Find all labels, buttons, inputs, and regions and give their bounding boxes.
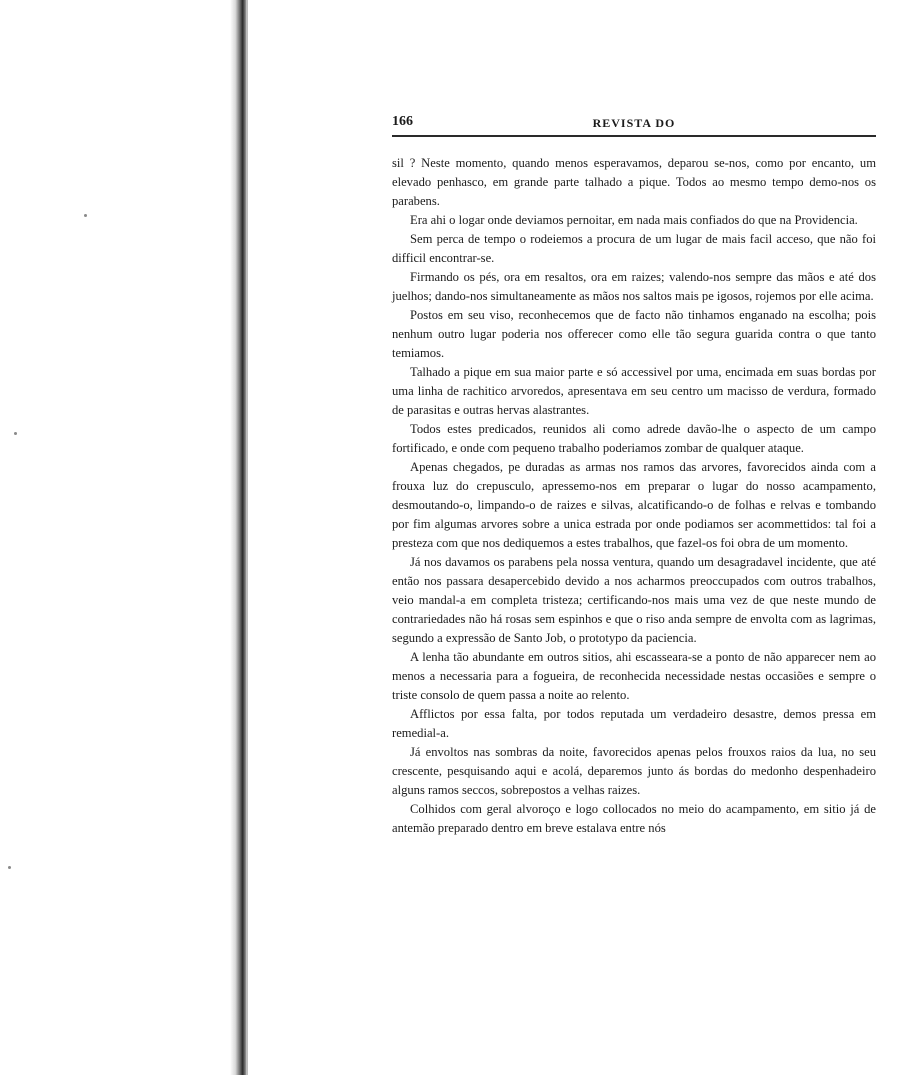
paragraph: Afflictos por essa falta, por todos reputada um verdadeiro desastre, demos pressa em remedial-a. [392, 707, 876, 740]
page-body [392, 154, 876, 838]
paragraph: Postos em seu viso, reconhecemos que de facto não tinhamos enganado na escolha; pois nenhum outro lugar poderia nos offerecer como elle tão segura guarida contra o que tanto temiamos. [392, 308, 876, 360]
paragraph: Firmando os pés, ora em resaltos, ora em raizes; valendo-nos sempre das mãos e até dos juelhos; dando-nos simultaneamente as mãos nos saltos mais pe igosos, rojemos por elle acima. [392, 270, 876, 303]
paragraph: Já nos davamos os parabens pela nossa ventura, quando um desagradavel incidente, que até então nos passara desapercebido devido a nos acharmos preoccupados com outros trabalhos, veio mandal-a em completa tristeza; certificando-nos mais uma vez de que neste mundo de contrariedades não há rosas sem espinhos e que o riso anda sempre de envolta com as lagrimas, segundo a expressão de Santo Job, o prototypo da paciencia. [392, 555, 876, 645]
paper-speck [8, 866, 11, 869]
paragraph: A lenha tão abundante em outros sitios, ahi escasseara-se a ponto de não apparecer nem ao menos a necessaria para a fogueira, de reconhecida necessidade nestas occasiões e sempre o triste consolo de quem passa a noite ao relento. [392, 650, 876, 702]
paragraph: Todos estes predicados, reunidos ali como adrede davão-lhe o aspecto de um campo fortificado, e onde com pequeno trabalho poderiamos zombar de qualquer ataque. [392, 422, 876, 455]
paragraph: Já envoltos nas sombras da noite, favorecidos apenas pelos frouxos raios da lua, no seu crescente, pesquisando aqui e acolá, deparemos junto ás bordas do medonho despenhadeiro alguns ramos seccos, sobrepostos a velhas raizes. [392, 745, 876, 797]
page-header [392, 114, 876, 134]
running-title: REVISTA DO [592, 116, 676, 130]
paragraph: Era ahi o logar onde deviamos pernoitar, em nada mais confiados do que na Providencia. [410, 213, 858, 227]
paragraph: Apenas chegados, pe duradas as armas nos ramos das arvores, favorecidos ainda com a frouxa luz do crepusculo, apressemo-nos em preparar o lugar do nosso acampamento, desmoutando-o, limpando-o de raizes e silvas, alcatificando-o de folhas e relvas e tombando por fim algumas arvores sobre a unica estrada por onde podiamos ser acommettidos: tal foi a presteza com que nos dediquemos a estes trabalhos, que fazel-os foi obra de um momento. [392, 460, 876, 550]
book-page [392, 114, 876, 838]
paragraph: Colhidos com geral alvoroço e logo collocados no meio do acampamento, em sitio já de antemão preparado dentro em breve estalava entre nós [392, 802, 876, 835]
page-edge-line [246, 0, 248, 1075]
paragraph: sil ? Neste momento, quando menos esperavamos, deparou se-nos, como por encanto, um elevado penhasco, em grande parte talhado a pique. Todos ao mesmo tempo demo-nos os parabens. [392, 156, 876, 208]
paper-speck [14, 432, 17, 435]
header-rule [392, 135, 876, 137]
paragraph: Talhado a pique em sua maior parte e só accessivel por uma, encimada em suas bordas por uma linha de rachitico arvoredos, apresentava em seu centro um macisso de verdura, formado de parasitas e outras hervas alastrantes. [392, 365, 876, 417]
paper-speck [84, 214, 87, 217]
page-number: 166 [392, 114, 413, 129]
paragraph: Sem perca de tempo o rodeiemos a procura de um lugar de mais facil acceso, que não foi difficil encontrar-se. [392, 232, 876, 265]
